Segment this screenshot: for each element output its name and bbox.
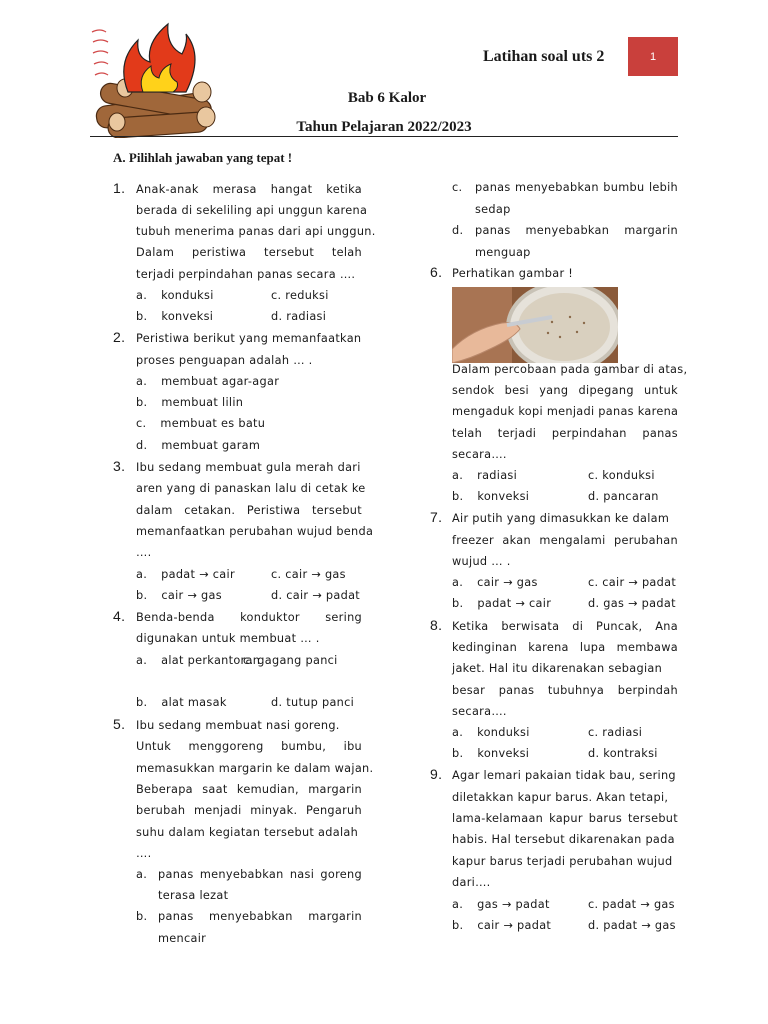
option-c-text: panas menyebabkan bumbu lebih [475,181,678,194]
option-d-text: panas menyebabkan margarin [475,224,678,237]
question-text-line: jaket. Hal itu dikarenakan sebagian [452,662,663,675]
option-b-text: panas menyebabkan margarin [158,910,362,923]
question-number: 2. [113,329,126,345]
option-d: d. kontraksi [588,747,658,760]
question-number: 5. [113,716,126,732]
option-a: a. gas → padat [452,898,550,911]
question-text-line: Anak-anak merasa hangat ketika [136,183,362,196]
question-text-line: …. [136,546,152,559]
option-a: a. konduksi [452,726,530,739]
question-text-line: lama-kelamaan kapur barus tersebut [452,812,678,825]
question-number: 8. [430,617,443,633]
question-text-line: Dalam peristiwa tersebut telah [136,246,362,259]
page-number-badge: 1 [628,37,678,76]
question-text-line: Peristiwa berikut yang memanfaatkan [136,332,362,345]
option-d: d. padat → gas [588,919,676,932]
option-d: d. pancaran [588,490,659,503]
question-text-line: Agar lemari pakaian tidak bau, sering [452,769,676,782]
question-text-line: sendok besi yang dipegang untuk [452,384,678,397]
question-text-line: tubuh menerima panas dari api unggun. [136,225,376,238]
option-c-text: sedap [475,203,511,216]
question-text-line: memasukkan margarin ke dalam wajan. [136,762,374,775]
option-b: b. membuat lilin [136,396,244,409]
option-c: c. [452,181,463,194]
option-a: a. [136,868,148,881]
question-text-line: Ibu sedang membuat nasi goreng. [136,719,340,732]
option-d: d. cair → padat [271,589,361,602]
option-b: b. cair → padat [452,919,552,932]
question-number: 3. [113,458,126,474]
question-text-line: dalam cetakan. Peristiwa tersebut [136,504,362,517]
coffee-spoon-photo [452,287,618,363]
option-d: d. [452,224,464,237]
question-text-line: freezer akan mengalami perubahan [452,534,678,547]
question-text-line: digunakan untuk membuat … . [136,632,320,645]
question-text-line: besar panas tubuhnya berpindah [452,684,678,697]
option-a-text: terasa lezat [158,889,229,902]
question-number: 4. [113,608,126,624]
option-a: a. alat perkantoran [136,654,261,667]
option-a: a. radiasi [452,469,518,482]
question-text-line: kedinginan karena lupa membawa [452,641,678,654]
option-c: c. konduksi [588,469,655,482]
section-a-heading: A. Pilihlah jawaban yang tepat ! [113,150,293,165]
option-d: d. gas → padat [588,597,676,610]
chapter-title: Bab 6 Kalor [347,90,427,106]
question-text-line: mengaduk kopi menjadi panas karena [452,405,679,418]
option-c: c. padat → gas [588,898,675,911]
question-text-line: diletakkan kapur barus. Akan tetapi, [452,791,669,804]
question-text-line: terjadi perpindahan panas secara …. [136,268,356,281]
question-text-line: Ibu sedang membuat gula merah dari [136,461,361,474]
option-c: c. radiasi [588,726,643,739]
question-text-line: aren yang di panaskan lalu di cetak ke [136,482,366,495]
question-text-line: secara…. [452,705,507,718]
question-text-line: Dalam percobaan pada gambar di atas, [452,363,688,376]
option-d: d. radiasi [271,310,327,323]
option-c: c. cair → gas [271,568,346,581]
question-text-line: Benda-benda konduktor sering [136,611,362,624]
question-text-line: Ketika berwisata di Puncak, Ana [452,620,678,633]
question-text-line: memanfaatkan perubahan wujud benda [136,525,374,538]
option-a: a. membuat agar-agar [136,375,280,388]
question-text-line: secara…. [452,448,507,461]
question-text-line: Untuk menggoreng bumbu, ibu [136,740,362,753]
question-text-line: Perhatikan gambar ! [452,267,574,280]
question-text-line: …. [136,847,152,860]
option-a: a. padat → cair [136,568,235,581]
option-d: d. tutup panci [271,696,355,709]
question-number: 7. [430,509,443,525]
option-a: a. cair → gas [452,576,538,589]
option-a-text: panas menyebabkan nasi goreng [158,868,362,881]
option-b: b. alat masak [136,696,227,709]
option-b: b. konveksi [452,747,530,760]
option-c: c. cair → padat [588,576,677,589]
question-text-line: berada di sekeliling api unggun karena [136,204,368,217]
question-text-line: Beberapa saat kemudian, margarin [136,783,362,796]
option-b: b. konveksi [452,490,530,503]
question-number: 1. [113,180,126,196]
question-text-line: berubah menjadi minyak. Pengaruh [136,804,362,817]
option-b: b. padat → cair [452,597,552,610]
option-a: a. konduksi [136,289,214,302]
option-b: b. [136,910,148,923]
question-number: 6. [430,264,443,280]
question-text-line: telah terjadi perpindahan panas [452,427,678,440]
option-c: c. gagang panci [243,654,338,667]
option-d-text: menguap [475,246,531,259]
question-text-line: habis. Hal tersebut dikarenakan pada [452,833,675,846]
document-title: Latihan soal uts 2 [483,48,605,65]
question-number: 9. [430,766,443,782]
question-text-line: proses penguapan adalah … . [136,354,313,367]
option-b: b. cair → gas [136,589,222,602]
question-text-line: wujud … . [452,555,511,568]
question-text-line: Air putih yang dimasukkan ke dalam [452,512,670,525]
question-text-line: kapur barus terjadi perubahan wujud [452,855,673,868]
academic-year: Tahun Pelajaran 2022/2023 [296,119,472,135]
option-d: d. membuat garam [136,439,261,452]
option-b: b. konveksi [136,310,214,323]
question-text-line: suhu dalam kegiatan tersebut adalah [136,826,359,839]
option-b-text: mencair [158,932,207,945]
option-c: c. reduksi [271,289,329,302]
question-text-line: dari…. [452,876,491,889]
option-c: c. membuat es batu [136,417,266,430]
